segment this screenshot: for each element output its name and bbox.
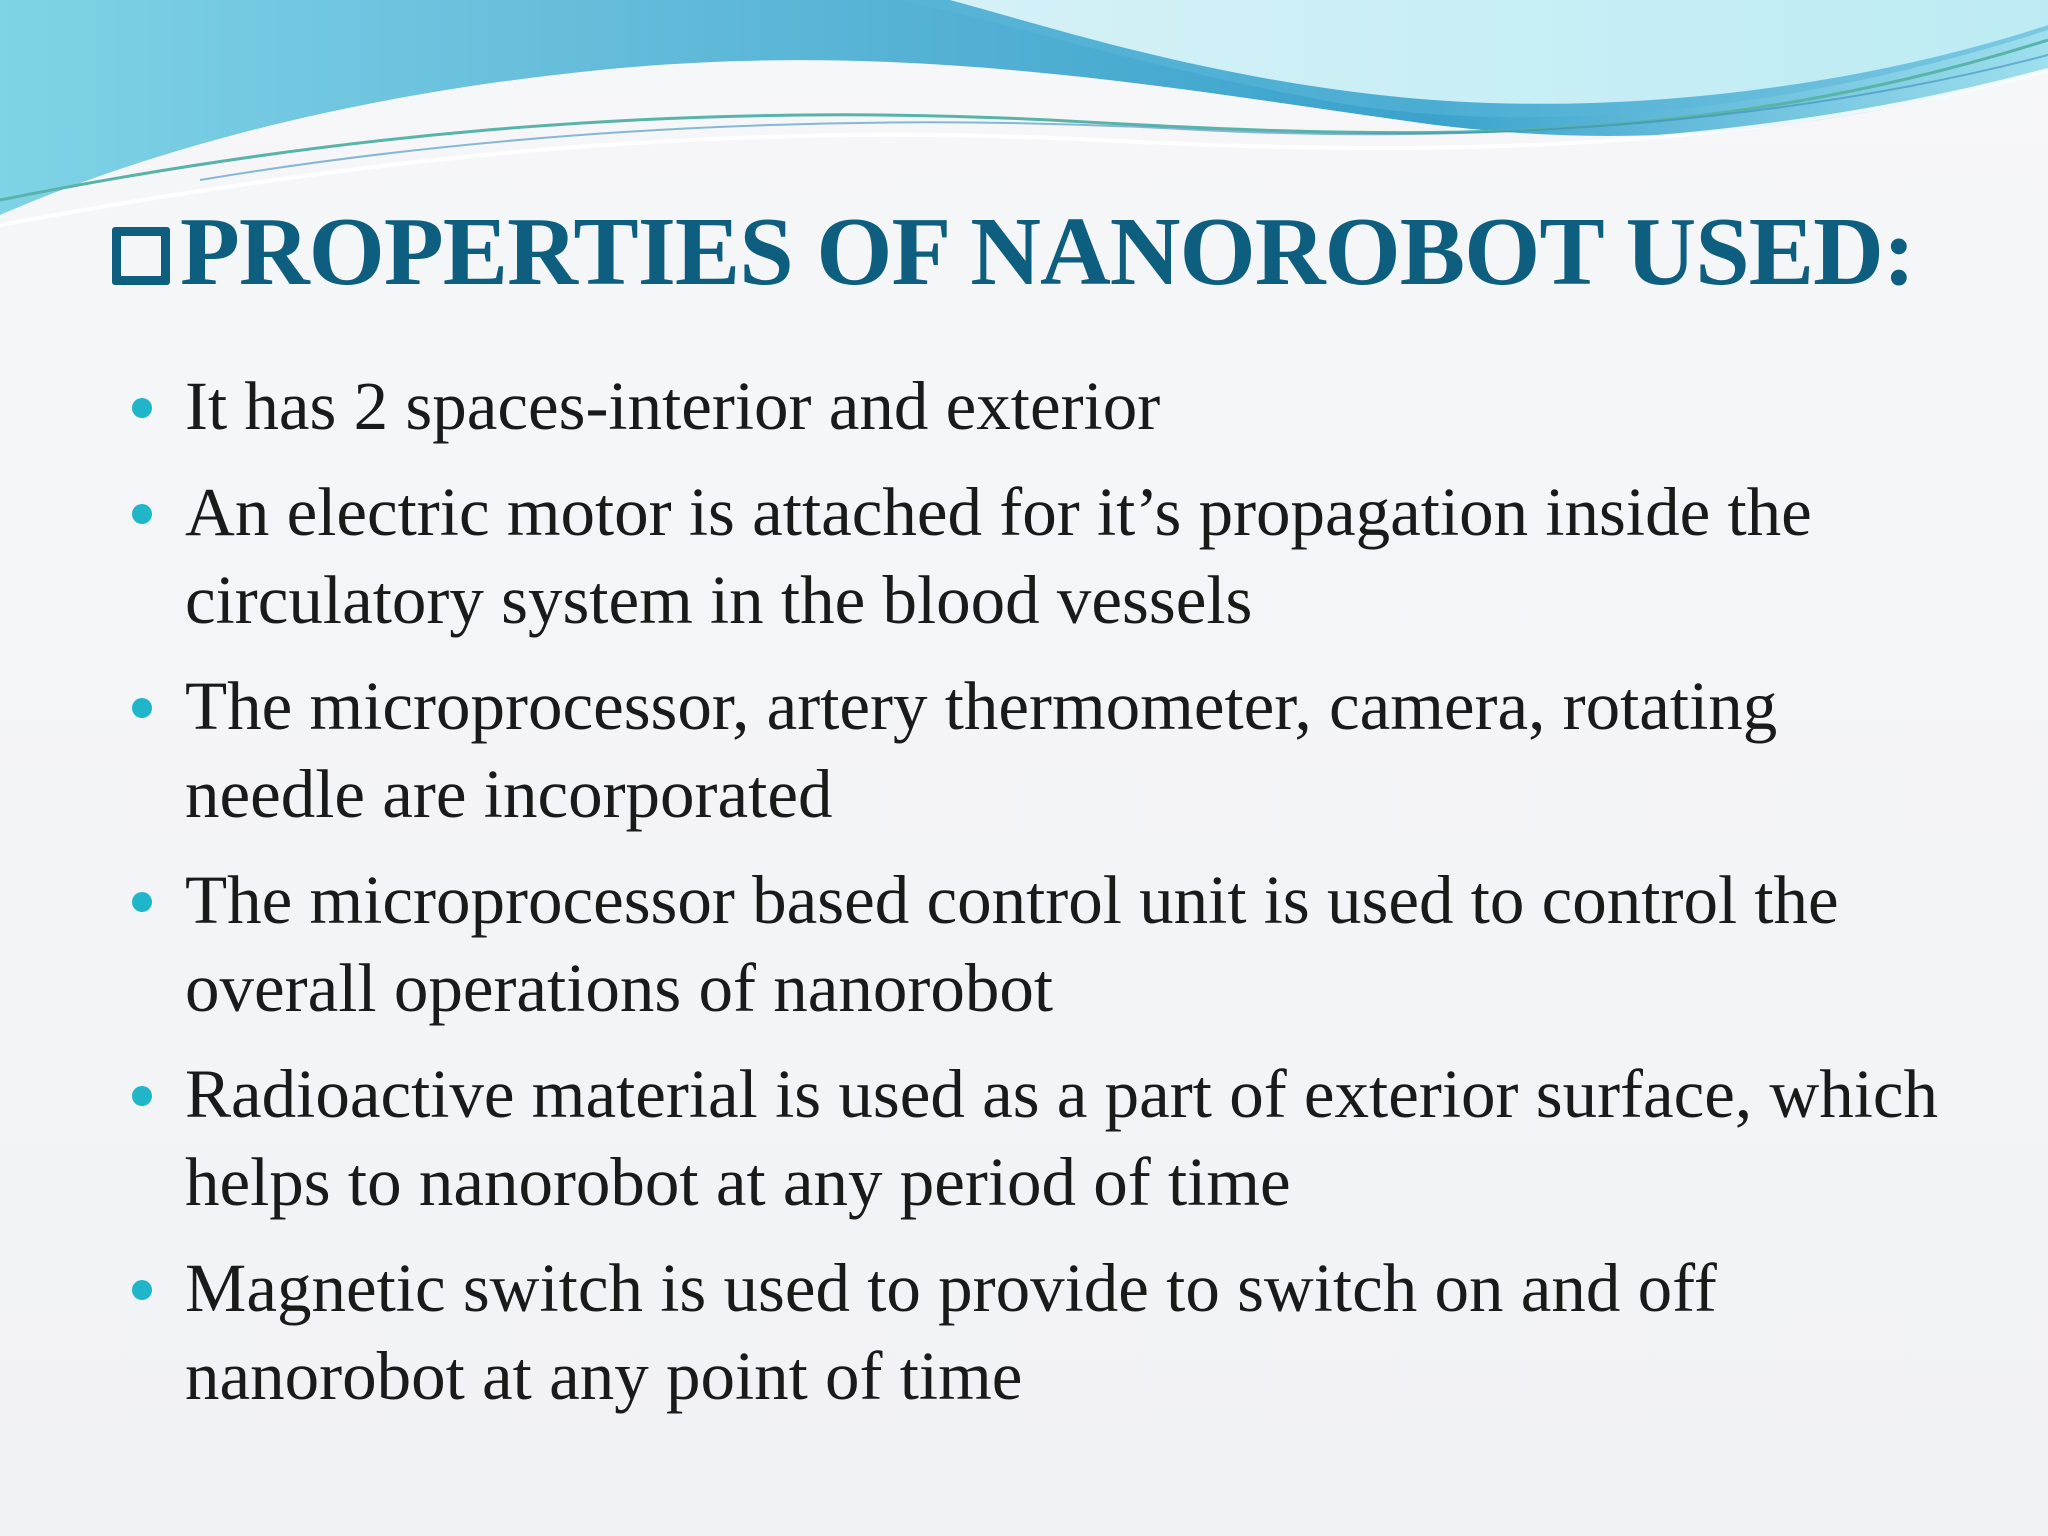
bullet-dot-icon	[132, 504, 152, 524]
bullet-text: Magnetic switch is used to provide to switch on and off nanorobot at any point of time	[185, 1250, 1717, 1414]
bullet-text: It has 2 spaces-interior and exterior	[185, 368, 1161, 444]
bullet-dot-icon	[132, 1280, 152, 1300]
slide-title-text: PROPERTIES OF NANOROBOT USED:	[180, 198, 1915, 306]
bullet-text: The microprocessor, artery thermometer, camera, rotating needle are incorporated	[185, 668, 1778, 832]
bullet-text: An electric motor is attached for it’s propagation inside the circulatory system in the blood vessels	[185, 474, 1812, 638]
bullet-item	[130, 1244, 1970, 1420]
bullet-dot-icon	[132, 892, 152, 912]
bullet-item	[130, 362, 1970, 450]
bullet-item	[130, 856, 1970, 1032]
bullet-item	[130, 1050, 1970, 1226]
bullet-dot-icon	[132, 1086, 152, 1106]
bullet-text: Radioactive material is used as a part of exterior surface, which helps to nanorobot at any period of time	[185, 1056, 1939, 1220]
checkbox-square-icon	[112, 227, 170, 285]
bullet-list	[130, 362, 1970, 1438]
slide-title	[112, 192, 2012, 312]
bullet-item	[130, 468, 1970, 644]
bullet-text: The microprocessor based control unit is used to control the overall operations of nanorobot	[185, 862, 1839, 1026]
bullet-item	[130, 662, 1970, 838]
bullet-dot-icon	[132, 398, 152, 418]
bullet-dot-icon	[132, 698, 152, 718]
